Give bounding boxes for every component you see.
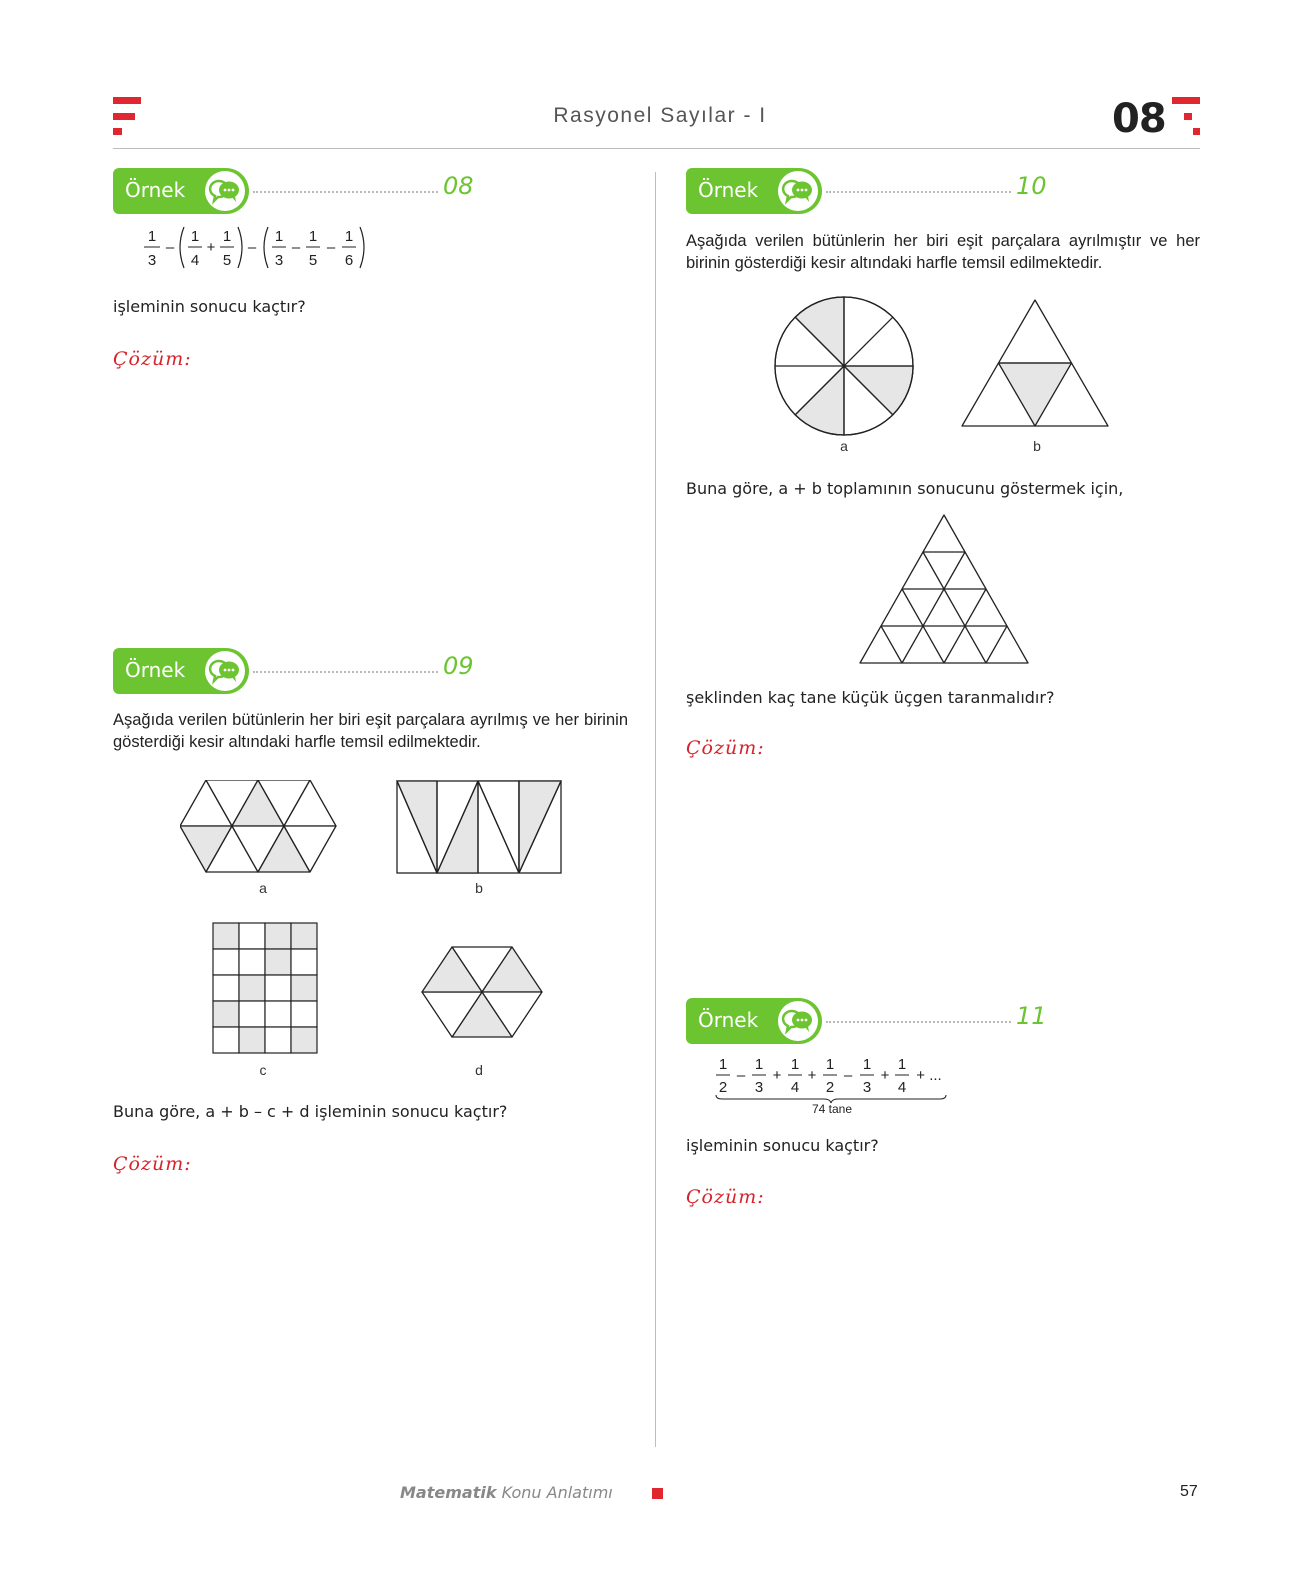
- fraction-numerator: 1: [190, 228, 200, 245]
- example-number: 08: [443, 172, 474, 200]
- question-10-part2: şeklinden kaç tane küçük üçgen taranmalıdır?: [686, 688, 1055, 707]
- solution-label-09: Çözüm:: [113, 1153, 192, 1175]
- solution-label-10: Çözüm:: [686, 737, 765, 759]
- intro-09: Aşağıda verilen bütünlerin her biri eşit parçalara ayrılmış ve her birinin gösterdiği kesir altındaki harfle temsil edilmektedir.: [113, 711, 628, 751]
- column-divider: [655, 172, 656, 1447]
- fraction-denominator: 3: [862, 1079, 872, 1096]
- dotted-leader: [253, 671, 438, 673]
- fraction-numerator: 1: [274, 228, 284, 245]
- question-11: işleminin sonucu kaçtır?: [686, 1136, 879, 1155]
- chapter-number: 08: [1112, 96, 1166, 142]
- operator: +: [807, 1067, 817, 1084]
- operator: +: [772, 1067, 782, 1084]
- page-title: Rasyonel Sayılar - I: [553, 104, 767, 127]
- dotted-leader: [826, 191, 1011, 193]
- example-badge-label: Örnek: [698, 178, 759, 202]
- footer-book-title: [400, 1483, 613, 1502]
- question-08: işleminin sonucu kaçtır?: [113, 297, 306, 316]
- solution-label-08: Çözüm:: [113, 348, 192, 370]
- example-number: 09: [443, 652, 474, 680]
- header-divider: [113, 148, 1200, 149]
- figure-label-c: c: [259, 1062, 267, 1078]
- fraction-numerator: 1: [790, 1056, 800, 1073]
- example-badge-label: Örnek: [698, 1008, 759, 1032]
- speech-bubble-icon: [205, 651, 245, 691]
- figure-10-a: [772, 294, 916, 438]
- question-09: Buna göre, a + b – c + d işleminin sonucu kaçtır?: [113, 1102, 508, 1121]
- fraction-denominator: 3: [754, 1079, 764, 1096]
- fraction-numerator: 1: [825, 1056, 835, 1073]
- fraction-numerator: 1: [754, 1056, 764, 1073]
- operator: +: [206, 239, 216, 256]
- fraction-denominator: 3: [274, 252, 284, 269]
- fraction-numerator: 1: [308, 228, 318, 245]
- operator: + ...: [916, 1067, 942, 1084]
- operator: +: [880, 1067, 890, 1084]
- footer-marker: [652, 1488, 663, 1499]
- fraction-denominator: 3: [147, 252, 157, 269]
- question-10-part1: Buna göre, a + b toplamının sonucunu göstermek için,: [686, 479, 1124, 498]
- fraction-denominator: 5: [308, 252, 318, 269]
- operator: –: [165, 239, 175, 256]
- example-number: 10: [1016, 172, 1047, 200]
- operator: –: [326, 239, 336, 256]
- expression-08: [138, 222, 378, 274]
- example-number: 11: [1016, 1002, 1047, 1030]
- figure-10-triangle-grid: [856, 513, 1032, 667]
- fraction-numerator: 1: [862, 1056, 872, 1073]
- figure-09-c: [212, 922, 320, 1056]
- operator: –: [736, 1067, 746, 1084]
- operator: –: [291, 239, 301, 256]
- figure-label-a: a: [840, 438, 848, 454]
- example-badge-label: Örnek: [125, 658, 186, 682]
- speech-bubble-icon: [778, 171, 818, 211]
- fraction-numerator: 1: [897, 1056, 907, 1073]
- fraction-numerator: 1: [344, 228, 354, 245]
- speech-bubble-icon: [205, 171, 245, 211]
- footer-book: Konu Anlatımı: [501, 1483, 613, 1502]
- fraction-denominator: 2: [825, 1079, 835, 1096]
- fraction-denominator: 4: [190, 252, 200, 269]
- fraction-denominator: 4: [790, 1079, 800, 1096]
- page-number: 57: [1180, 1483, 1198, 1500]
- solution-label-11: Çözüm:: [686, 1186, 765, 1208]
- figure-label-a: a: [259, 880, 267, 896]
- fraction-denominator: 4: [897, 1079, 907, 1096]
- dotted-leader: [826, 1021, 1011, 1023]
- figure-09-b: [396, 780, 564, 876]
- figure-09-d: [420, 946, 546, 1042]
- fraction-denominator: 6: [344, 252, 354, 269]
- operator: –: [843, 1067, 853, 1084]
- brace-label: 74 tane: [811, 1102, 853, 1114]
- footer-subject: Matematik: [400, 1483, 497, 1502]
- figure-label-b: b: [1033, 438, 1041, 454]
- figure-label-b: b: [475, 880, 483, 896]
- fraction-denominator: 5: [222, 252, 232, 269]
- expression-11: [712, 1052, 960, 1114]
- intro-10: Aşağıda verilen bütünlerin her biri eşit parçalara ayrılmıştır ve her birinin gösterdiği kesir altındaki harfle temsil edilmektedir.: [686, 232, 1200, 272]
- fraction-numerator: 1: [147, 228, 157, 245]
- fraction-numerator: 1: [718, 1056, 728, 1073]
- figure-label-d: d: [475, 1062, 483, 1078]
- fraction-numerator: 1: [222, 228, 232, 245]
- figure-09-a: [180, 780, 342, 876]
- example-badge-label: Örnek: [125, 178, 186, 202]
- operator: –: [247, 239, 257, 256]
- speech-bubble-icon: [778, 1001, 818, 1041]
- fraction-denominator: 2: [718, 1079, 728, 1096]
- figure-10-b: [960, 298, 1112, 430]
- dotted-leader: [253, 191, 438, 193]
